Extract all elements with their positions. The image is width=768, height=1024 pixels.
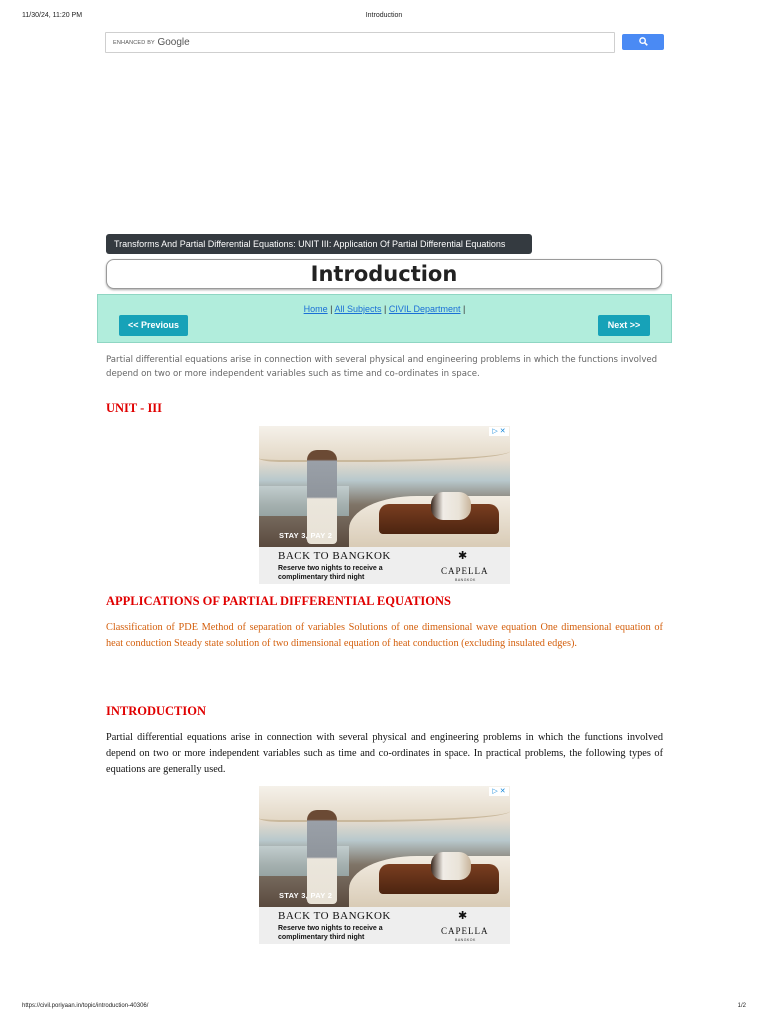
- breadcrumb: Transforms And Partial Differential Equations: UNIT III: Application Of Partial Differential Equations: [106, 234, 532, 254]
- ad-man-figure: [307, 810, 337, 904]
- ad-headline: BACK TO BANGKOK: [278, 910, 391, 922]
- nav-separator: |: [460, 304, 466, 314]
- ad-woman-figure: [431, 852, 471, 880]
- ad-boat-canopy: [259, 786, 510, 822]
- nav-link-all-subjects[interactable]: All Subjects: [334, 304, 382, 314]
- navigation-panel: [97, 294, 672, 343]
- ad-brand-logo: CAPELLA: [441, 566, 489, 576]
- introduction-heading: INTRODUCTION: [106, 704, 207, 718]
- search-icon: [639, 37, 648, 46]
- ad-headline: BACK TO BANGKOK: [278, 550, 391, 562]
- print-datetime: 11/30/24, 11:20 PM: [22, 12, 83, 19]
- enhanced-by-label: ENHANCED BY: [113, 40, 155, 46]
- ad-man-figure: [307, 450, 337, 544]
- palm-logo-icon: ✱: [458, 909, 468, 922]
- print-page-count: 1/2: [737, 1003, 746, 1009]
- advertisement-banner[interactable]: [259, 786, 510, 944]
- previous-button[interactable]: << Previous: [119, 315, 188, 336]
- advertisement-banner[interactable]: [259, 426, 510, 584]
- print-page-title: Introduction: [365, 12, 403, 19]
- adchoices-icon[interactable]: ▷ ✕: [489, 787, 509, 796]
- page-title: Introduction: [310, 262, 458, 286]
- ad-brand-subtitle: BANGKOK: [455, 578, 476, 582]
- search-input[interactable]: [105, 32, 615, 53]
- nav-link-civil-department[interactable]: CIVIL Department: [388, 304, 461, 314]
- ad-tagline: STAY 3, PAY 2: [279, 531, 333, 540]
- palm-logo-icon: ✱: [458, 549, 468, 562]
- nav-separator: |: [327, 304, 335, 314]
- intro-summary: Partial differential equations arise in connection with several physical and engineering problems in which the functions involved depend on two or more independent variables such as time and co-ordinates in space.: [106, 355, 658, 379]
- page-title-box: [106, 259, 662, 289]
- nav-links: [98, 304, 671, 314]
- search-button[interactable]: [622, 34, 664, 50]
- introduction-paragraph: Partial differential equations arise in connection with several physical and engineering problems in which the functions involved depend on two or more independent variables such as time and co-ordinates in space. In practical problems, the following types of equations are generally used.: [106, 732, 663, 775]
- unit-heading: UNIT - III: [106, 401, 163, 415]
- ad-photo: [259, 426, 510, 547]
- ad-photo: [259, 786, 510, 907]
- google-branding: [113, 37, 190, 48]
- nav-link-home[interactable]: Home: [303, 304, 328, 314]
- nav-separator: |: [381, 304, 389, 314]
- ad-caption-panel: [259, 907, 510, 944]
- ad-subline: Reserve two nights to receive a complimentary third night: [278, 565, 383, 581]
- print-header: [0, 12, 768, 22]
- ad-brand-logo: CAPELLA: [441, 926, 489, 936]
- ad-boat-canopy: [259, 426, 510, 462]
- ad-brand-subtitle: BANGKOK: [455, 938, 476, 942]
- applications-heading: APPLICATIONS OF PARTIAL DIFFERENTIAL EQUATIONS: [106, 594, 451, 608]
- adchoices-icon[interactable]: ▷ ✕: [489, 427, 509, 436]
- ad-subline: Reserve two nights to receive a complimentary third night: [278, 925, 383, 941]
- applications-topics: Classification of PDE Method of separation of variables Solutions of one dimensional wave equation One dimensional equation of heat conduction Steady state solution of two dimensional equation of heat conduction (excluding insulated edges).: [106, 622, 663, 649]
- ad-woman-figure: [431, 492, 471, 520]
- google-logo-text: Google: [157, 37, 190, 48]
- print-url: https://civil.poriyaan.in/topic/introduction-40306/: [22, 1003, 149, 1009]
- ad-tagline: STAY 3, PAY 2: [279, 891, 333, 900]
- next-button[interactable]: Next >>: [598, 315, 650, 336]
- ad-caption-panel: [259, 547, 510, 584]
